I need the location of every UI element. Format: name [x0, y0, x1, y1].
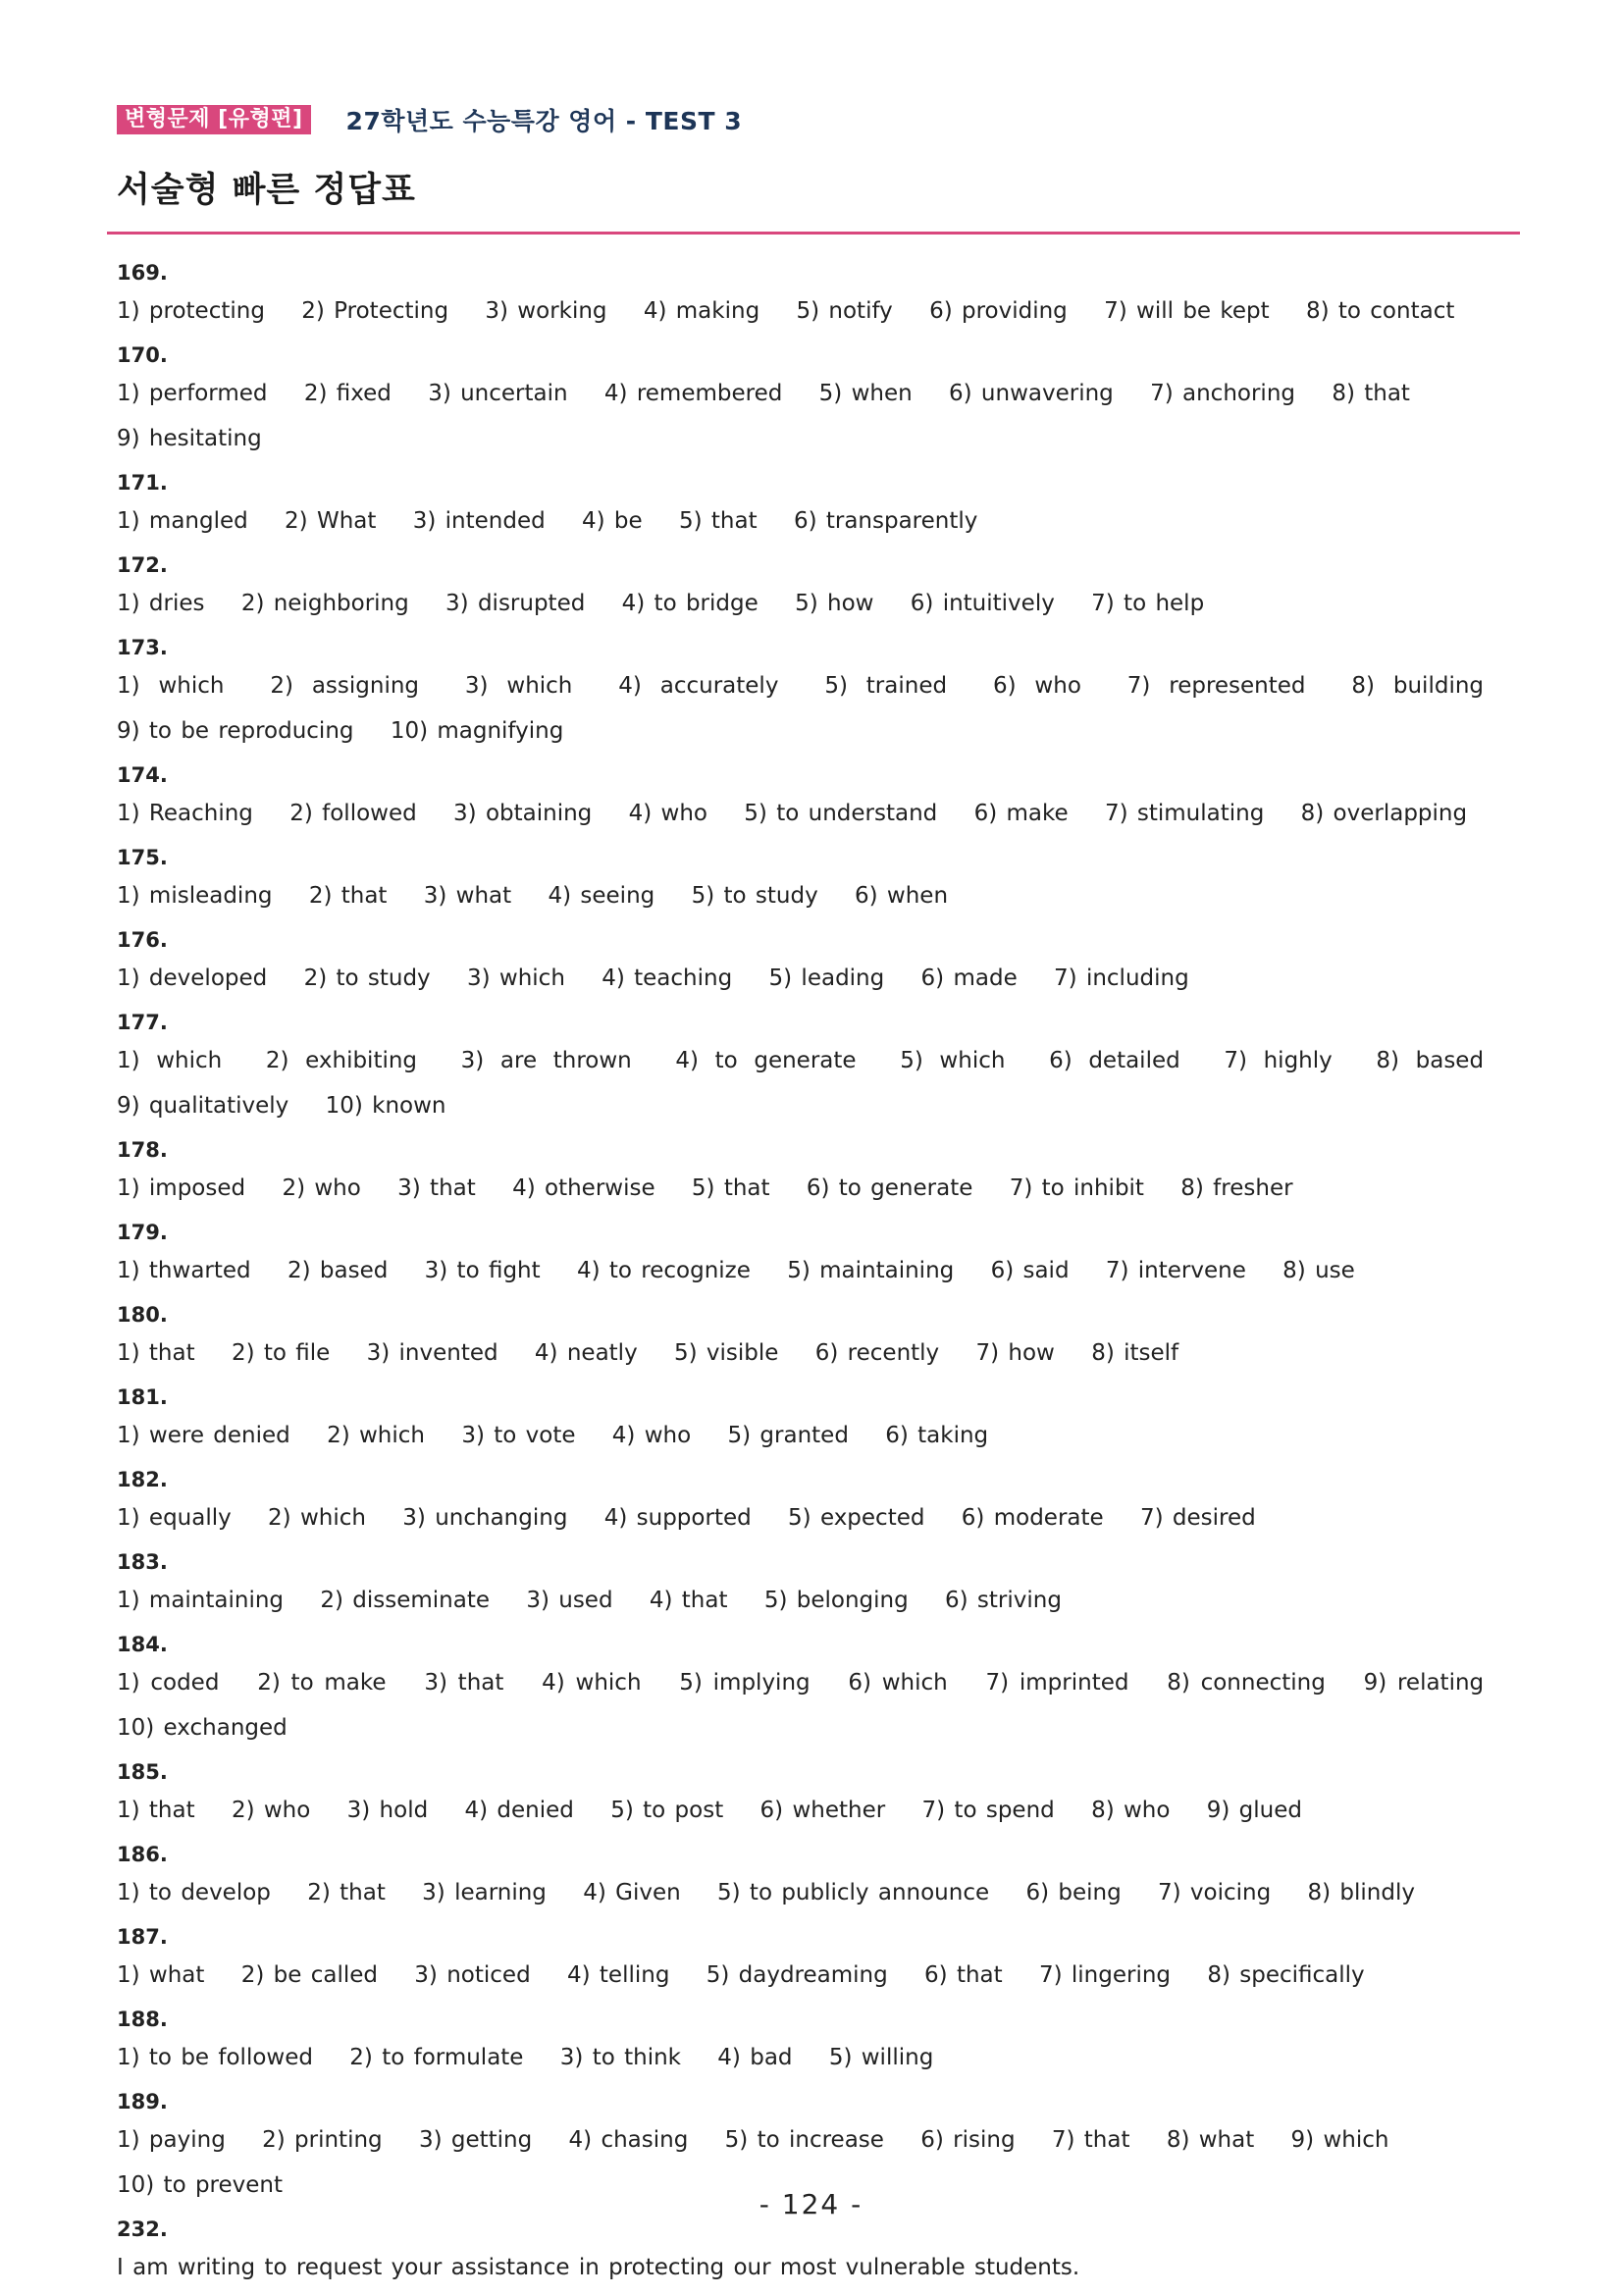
answer-item: 4) bad [717, 2045, 793, 2070]
answer-item: 2) who [282, 1175, 361, 1201]
answer-item: 5) daydreaming [706, 1962, 888, 1988]
answer-item: 9) qualitatively [117, 1093, 289, 1119]
answer-block [117, 257, 1511, 334]
question-number: 189. [117, 2090, 168, 2113]
answer-item: 8) blindly [1307, 1880, 1415, 1905]
answer-item: 3) what [423, 883, 512, 909]
answer-item: 6) unwavering [949, 381, 1114, 406]
answer-block [117, 467, 1511, 544]
answer-item: 8) who [1091, 1798, 1171, 1823]
answer-item: 7) including [1054, 965, 1189, 991]
answer-item: 7) desired [1139, 1505, 1256, 1531]
answer-block [117, 1546, 1511, 1623]
answer-item: 1) to develop [117, 1880, 271, 1905]
answer-block [117, 549, 1511, 626]
answer-item: 5) maintaining [787, 1258, 955, 1283]
answer-item: 2) which [268, 1505, 366, 1531]
answer-items [117, 1413, 1511, 1458]
answer-item: 10) to prevent [117, 2172, 284, 2198]
answer-block [117, 632, 1511, 754]
answer-item: 3) obtaining [453, 801, 593, 826]
answer-item: 1) protecting [117, 298, 265, 324]
answer-item: 8) based [1376, 1048, 1485, 1073]
answer-item: 3) disrupted [445, 591, 586, 616]
answer-item: I am writing to request your assistance in protecting our most vulnerable students. [117, 2255, 1080, 2280]
answer-item: 6) moderate [961, 1505, 1104, 1531]
answer-item: 9) hesitating [117, 426, 262, 451]
answer-items [117, 1578, 1511, 1623]
answer-item: 1) paying [117, 2127, 226, 2153]
answer-items [117, 1953, 1511, 1998]
question-number: 178. [117, 1138, 168, 1162]
answer-item: 9) which [1290, 2127, 1389, 2153]
answer-item: 6) which [848, 1670, 948, 1696]
answer-item: 2) printing [262, 2127, 383, 2153]
answer-items [117, 581, 1511, 626]
answer-item: 2) fixed [303, 381, 392, 406]
answer-item: 4) which [542, 1670, 642, 1696]
answer-item: 1) thwarted [117, 1258, 251, 1283]
answer-block [117, 339, 1511, 461]
answer-item: 10) magnifying [390, 718, 564, 744]
answer-item: 4) to generate [675, 1048, 857, 1073]
answer-item: 5) notify [796, 298, 893, 324]
answer-item: 3) unchanging [402, 1505, 568, 1531]
category-badge: 변형문제 [유형편] [117, 105, 311, 134]
answer-item: 4) otherwise [512, 1175, 655, 1201]
answer-items [117, 1870, 1511, 1915]
answer-item: 4) be [582, 508, 643, 534]
question-number: 175. [117, 846, 168, 869]
answer-item: 2) to formulate [349, 2045, 524, 2070]
answer-items [117, 1248, 1511, 1293]
answer-item: 2) to study [303, 965, 431, 991]
answer-item: 2) Protecting [301, 298, 449, 324]
answer-block [117, 1839, 1511, 1915]
question-number: 179. [117, 1221, 168, 1244]
answer-item: 2) followed [289, 801, 417, 826]
answer-item: 5) which [900, 1048, 1006, 1073]
answer-item: 9) glued [1206, 1798, 1302, 1823]
answer-item: 4) Given [583, 1880, 681, 1905]
answer-items [117, 2035, 1511, 2080]
answer-items [117, 873, 1511, 918]
answer-item: 2) to file [231, 1340, 331, 1366]
answer-items [117, 791, 1511, 836]
answer-item: 5) how [795, 591, 874, 616]
answer-block [117, 759, 1511, 836]
answer-item: 4) seeing [548, 883, 655, 909]
header [117, 104, 742, 135]
answer-item: 1) to be followed [117, 2045, 313, 2070]
question-number: 172. [117, 553, 168, 577]
answer-item: 4) remembered [603, 381, 783, 406]
answer-item: 6) rising [920, 2127, 1016, 2153]
answer-item: 7) imprinted [985, 1670, 1129, 1696]
question-number: 184. [117, 1633, 168, 1656]
question-number: 177. [117, 1011, 168, 1034]
answer-item: 1) that [117, 1798, 195, 1823]
question-number: 185. [117, 1760, 168, 1784]
answer-item: 6) transparently [793, 508, 978, 534]
answer-item: 3) noticed [414, 1962, 531, 1988]
question-number: 170. [117, 343, 168, 367]
answer-items [117, 498, 1511, 544]
answer-item: 8) that [1332, 381, 1410, 406]
answer-item: 6) whether [759, 1798, 886, 1823]
answer-item: 8) fresher [1180, 1175, 1293, 1201]
answer-block [117, 1134, 1511, 1211]
answer-item: 7) to inhibit [1009, 1175, 1144, 1201]
answer-item: 4) that [649, 1588, 728, 1613]
title-divider [107, 232, 1520, 235]
answer-item: 7) intervene [1105, 1258, 1246, 1283]
answer-item: 1) were denied [117, 1423, 290, 1448]
answer-item: 2) that [308, 883, 388, 909]
answer-item: 2) be called [240, 1962, 378, 1988]
answer-item: 5) belonging [763, 1588, 909, 1613]
answer-item: 3) that [397, 1175, 476, 1201]
question-number: 176. [117, 928, 168, 952]
answer-item: 5) visible [674, 1340, 779, 1366]
answer-item: 2) based [287, 1258, 389, 1283]
answer-item: 3) to fight [424, 1258, 541, 1283]
answer-item: 7) lingering [1038, 1962, 1172, 1988]
answer-item: 9) relating [1363, 1670, 1485, 1696]
answer-item: 7) will be kept [1104, 298, 1270, 324]
answer-item: 7) anchoring [1150, 381, 1295, 406]
answer-item: 4) chasing [568, 2127, 689, 2153]
answer-item: 6) said [990, 1258, 1070, 1283]
answer-items [117, 1038, 1511, 1128]
answer-block [117, 1629, 1511, 1750]
answer-item: 2) exhibiting [265, 1048, 418, 1073]
answer-block [117, 1217, 1511, 1293]
answer-item: 4) teaching [602, 965, 733, 991]
answer-item: 2) which [327, 1423, 425, 1448]
answer-item: 8) to contact [1305, 298, 1455, 324]
answer-item: 5) when [818, 381, 913, 406]
answer-item: 3) intended [412, 508, 546, 534]
answer-item: 7) stimulating [1104, 801, 1265, 826]
answer-block [117, 1921, 1511, 1998]
answer-item: 3) uncertain [428, 381, 568, 406]
answer-item: 1) which [117, 673, 225, 699]
answer-item: 8) overlapping [1300, 801, 1468, 826]
answer-block [117, 1382, 1511, 1458]
answer-block [117, 1756, 1511, 1833]
answer-item: 6) striving [945, 1588, 1062, 1613]
answer-item: 6) being [1025, 1880, 1122, 1905]
answer-item: 3) working [485, 298, 607, 324]
answer-list [117, 257, 1511, 2296]
answer-item: 5) to publicly announce [717, 1880, 990, 1905]
answer-item: 1) that [117, 1340, 195, 1366]
answer-items [117, 1331, 1511, 1376]
answer-item: 6) detailed [1049, 1048, 1180, 1073]
answer-item: 3) to think [559, 2045, 681, 2070]
answer-item: 4) denied [464, 1798, 574, 1823]
answer-items [117, 288, 1511, 334]
answer-item: 7) represented [1126, 673, 1306, 699]
answer-item: 5) that [691, 1175, 770, 1201]
answer-item: 6) made [920, 965, 1018, 991]
question-number: 171. [117, 471, 168, 495]
answer-item: 2) disseminate [320, 1588, 491, 1613]
answer-item: 2) neighboring [240, 591, 409, 616]
answer-item: 5) implying [679, 1670, 811, 1696]
question-number: 173. [117, 636, 168, 659]
question-number: 181. [117, 1385, 168, 1409]
answer-item: 10) exchanged [117, 1715, 288, 1741]
answer-item: 4) to recognize [576, 1258, 751, 1283]
answer-item: 5) to study [691, 883, 818, 909]
answer-item: 6) intuitively [910, 591, 1055, 616]
answer-block [117, 2214, 1511, 2290]
answer-items [117, 371, 1511, 461]
answer-item: 7) highly [1224, 1048, 1333, 1073]
page-title: 서술형 빠른 정답표 [117, 171, 416, 210]
answer-item: 8) what [1166, 2127, 1255, 2153]
answer-item: 1) performed [117, 381, 268, 406]
answer-item: 4) accurately [618, 673, 779, 699]
answer-item: 8) connecting [1167, 1670, 1326, 1696]
answer-block [117, 2004, 1511, 2080]
answer-item: 3) that [424, 1670, 504, 1696]
answer-item: 5) that [679, 508, 758, 534]
answer-item: 1) what [117, 1962, 205, 1988]
answer-item: 5) to post [610, 1798, 724, 1823]
answer-item: 4) neatly [534, 1340, 638, 1366]
answer-item: 5) trained [824, 673, 948, 699]
answer-item: 1) coded [117, 1670, 220, 1696]
answer-item: 4) to bridge [621, 591, 759, 616]
answer-item: 6) recently [814, 1340, 940, 1366]
answer-item: 8) specifically [1207, 1962, 1365, 1988]
answer-items [117, 956, 1511, 1001]
answer-item: 3) are thrown [460, 1048, 632, 1073]
answer-item: 4) supported [603, 1505, 752, 1531]
answer-item: 2) to make [257, 1670, 387, 1696]
answer-item: 7) to spend [921, 1798, 1055, 1823]
answer-item: 6) taking [885, 1423, 989, 1448]
answer-item: 6) make [973, 801, 1069, 826]
answer-item: 3) getting [418, 2127, 533, 2153]
answer-item: 3) which [466, 965, 565, 991]
answer-item: 5) to increase [724, 2127, 884, 2153]
answer-item: 5) leading [768, 965, 885, 991]
answer-block [117, 924, 1511, 1001]
answer-block [117, 1464, 1511, 1540]
answer-item: 5) willing [828, 2045, 934, 2070]
question-number: 180. [117, 1303, 168, 1327]
answer-item: 1) developed [117, 965, 268, 991]
answer-item: 6) that [924, 1962, 1003, 1988]
answer-item: 3) invented [366, 1340, 498, 1366]
answer-items [117, 1660, 1511, 1750]
answer-item: 7) that [1051, 2127, 1130, 2153]
answer-item: 2) that [307, 1880, 386, 1905]
answer-items [117, 1166, 1511, 1211]
answer-item: 9) to be reproducing [117, 718, 354, 744]
answer-item: 2) who [231, 1798, 311, 1823]
question-number: 186. [117, 1843, 168, 1866]
answer-item: 3) hold [346, 1798, 429, 1823]
answer-item: 8) itself [1091, 1340, 1179, 1366]
answer-item: 8) building [1351, 673, 1485, 699]
answer-block [117, 1007, 1511, 1128]
answer-items [117, 663, 1511, 754]
answer-item: 7) voicing [1157, 1880, 1272, 1905]
question-number: 182. [117, 1468, 168, 1491]
answer-item: 1) imposed [117, 1175, 246, 1201]
answer-item: 4) who [628, 801, 707, 826]
answer-items [117, 1788, 1511, 1833]
answer-item: 6) who [992, 673, 1081, 699]
answer-item: 10) known [325, 1093, 446, 1119]
answer-item: 5) granted [727, 1423, 849, 1448]
answer-item: 5) expected [788, 1505, 925, 1531]
answer-item: 8) use [1282, 1258, 1355, 1283]
answer-item: 1) dries [117, 591, 205, 616]
answer-item: 3) which [464, 673, 573, 699]
answer-item: 5) to understand [744, 801, 938, 826]
answer-item: 1) which [117, 1048, 223, 1073]
answer-item: 3) learning [422, 1880, 547, 1905]
answer-item: 1) mangled [117, 508, 248, 534]
page-number: - 124 - [759, 2188, 863, 2220]
header-title: 27학년도 수능특강 영어 - TEST 3 [345, 107, 743, 135]
answer-item: 3) used [526, 1588, 613, 1613]
answer-item: 3) to vote [461, 1423, 576, 1448]
answer-item: 1) equally [117, 1505, 232, 1531]
answer-items [117, 1495, 1511, 1540]
question-number: 183. [117, 1550, 168, 1574]
answer-item: 1) misleading [117, 883, 273, 909]
answer-item: 7) to help [1091, 591, 1205, 616]
answer-item: 2) What [285, 508, 377, 534]
question-number: 188. [117, 2008, 168, 2031]
answer-item: 1) Reaching [117, 801, 253, 826]
answer-item: 6) to generate [806, 1175, 973, 1201]
answer-items [117, 2245, 1511, 2290]
answer-block [117, 1299, 1511, 1376]
question-number: 174. [117, 763, 168, 787]
answer-item: 7) how [975, 1340, 1055, 1366]
answer-block [117, 842, 1511, 918]
answer-item: 4) telling [566, 1962, 670, 1988]
answer-item: 6) when [855, 883, 949, 909]
answer-item: 1) maintaining [117, 1588, 285, 1613]
question-number: 187. [117, 1925, 168, 1949]
answer-item: 2) assigning [270, 673, 420, 699]
answer-item: 4) who [611, 1423, 692, 1448]
answer-item: 6) providing [929, 298, 1068, 324]
question-number: 169. [117, 261, 168, 285]
question-number: 232. [117, 2218, 168, 2241]
answer-item: 4) making [643, 298, 760, 324]
